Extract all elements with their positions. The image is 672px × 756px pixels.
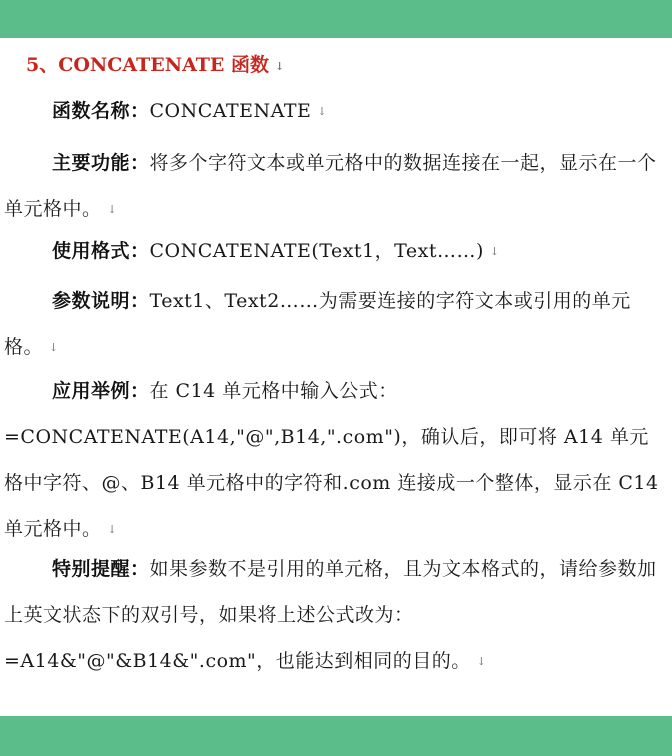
paragraph-mark-icon: ↓ [107,203,117,216]
paragraph-mark-icon: ↓ [317,105,327,118]
section-title [26,50,284,77]
paragraph-mark-icon: ↓ [476,655,487,668]
paragraph-text: CONCATENATE(Text1，Text……) [149,240,484,262]
paragraph-parameter-description [4,278,659,371]
top-green-band [0,0,672,38]
paragraph-text: 如果参数不是引用的单元格，且为文本格式的，请给参数加上英文状态下的双引号，如果将上述公式改为：=A14&"@"&B14&".com"，也能达到相同的目的。 [4,558,657,672]
paragraph-usage-format [4,228,659,275]
paragraph-application-example [4,368,659,553]
paragraph-label: 应用举例： [52,380,150,402]
paragraph-function-name [4,88,659,135]
paragraph-main-function [4,140,659,233]
paragraph-text: 在 C14 单元格中输入公式：=CONCATENATE(A14,"@",B14,".com")，确认后，即可将 A14 单元格中字符、@、B14 单元格中的字符和.com 连接成一个整体，显示在 C14 单元格中。 [4,380,659,540]
paragraph-label: 函数名称： [52,100,150,122]
paragraph-text: Text1、Text2……为需要连接的字符文本或引用的单元格。 [4,290,631,358]
document-page [0,38,672,716]
paragraph-mark-icon: ↓ [107,523,117,536]
paragraph-mark-icon: ↓ [275,59,285,73]
paragraph-mark-icon: ↓ [489,245,500,258]
bottom-green-band [0,716,672,756]
paragraph-special-reminder [4,546,659,685]
paragraph-text: 将多个字符文本或单元格中的数据连接在一起，显示在一个单元格中。 [4,152,657,220]
paragraph-text: CONCATENATE [149,100,312,122]
section-title-text: 5、CONCATENATE 函数 [26,54,270,76]
paragraph-mark-icon: ↓ [49,341,59,354]
paragraph-label: 使用格式： [52,240,150,262]
paragraph-label: 主要功能： [52,152,150,174]
paragraph-label: 特别提醒： [52,558,150,580]
paragraph-label: 参数说明： [52,290,150,312]
